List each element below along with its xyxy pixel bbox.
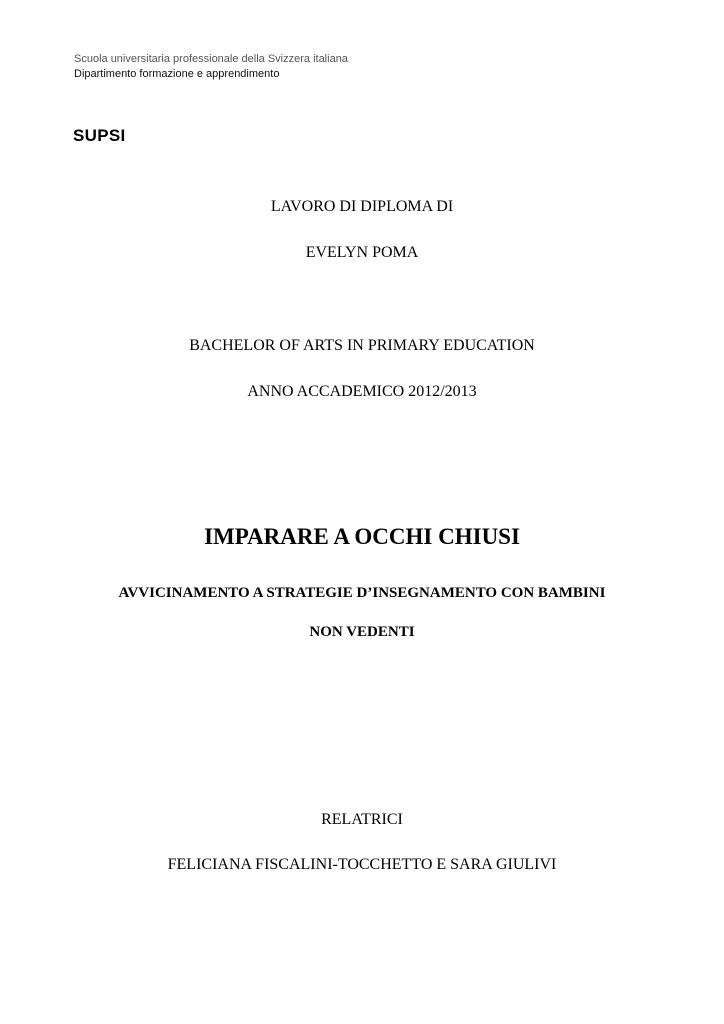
school-name: Scuola universitaria professionale della Svizzera italiana	[74, 53, 348, 65]
thesis-subtitle-line-2: NON VEDENTI	[309, 624, 415, 640]
supsi-logo: SUPSI	[73, 126, 126, 145]
degree-name: BACHELOR OF ARTS IN PRIMARY EDUCATION	[189, 337, 535, 354]
author-name: EVELYN POMA	[305, 244, 419, 261]
thesis-title: IMPARARE A OCCHI CHIUSI	[204, 524, 520, 549]
academic-year: ANNO ACCADEMICO 2012/2013	[247, 383, 477, 400]
department-name: Dipartimento formazione e apprendimento	[74, 68, 280, 80]
thesis-subtitle-line-1: AVVICINAMENTO A STRATEGIE D’INSEGNAMENTO CON BAMBINI	[118, 585, 606, 601]
institution-header	[74, 52, 348, 82]
supervisors-label: RELATRICI	[321, 811, 403, 828]
thesis-type-line: LAVORO DI DIPLOMA DI	[270, 198, 454, 215]
supervisors-names: FELICIANA FISCALINI-TOCCHETTO E SARA GIULIVI	[167, 856, 557, 873]
